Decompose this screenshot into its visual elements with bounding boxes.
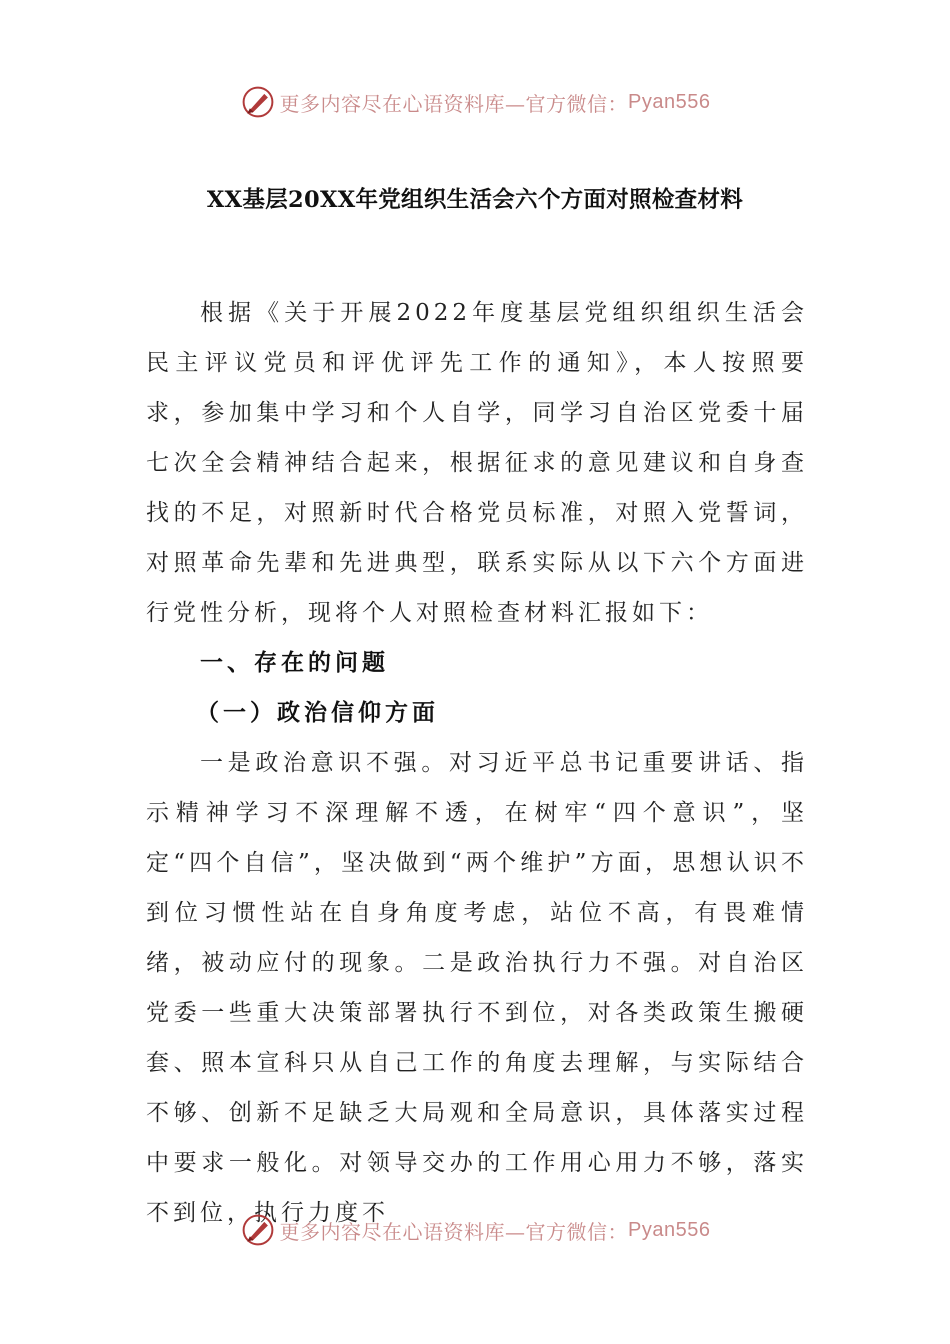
watermark-text: 更多内容尽在心语资料库—官方微信： <box>279 91 629 116</box>
document-body <box>146 288 808 1238</box>
pen-logo-icon <box>240 84 276 120</box>
pen-logo-icon <box>240 1212 276 1248</box>
watermark-wechat-id: Pyan556 <box>628 1218 711 1241</box>
watermark-text: 更多内容尽在心语资料库—官方微信： <box>279 1219 629 1244</box>
intro-paragraph: 根据《关于开展2022年度基层党组织组织生活会民主评议党员和评优评先工作的通知》，本人按照要求，参加集中学习和个人自学，同学习自治区党委十届七次全会精神结合起来，根据征求的意见建议和自身查找的不足，对照新时代合格党员标准，对照入党誓词，对照革命先辈和先进典型，联系实际从以下六个方面进行党性分析，现将个人对照检查材料汇报如下： <box>146 300 808 626</box>
watermark-banner-bottom <box>0 1208 950 1252</box>
watermark-wechat-id: Pyan556 <box>628 90 711 113</box>
subsection-paragraph: 一是政治意识不强。对习近平总书记重要讲话、指示精神学习不深理解不透，在树牢“四个意识”，坚定“四个自信”，坚决做到“两个维护”方面，思想认识不到位习惯性站在自身角度考虑，站位不高，有畏难情绪，被动应付的现象。二是政治执行力不强。对自治区党委一些重大决策部署执行不到位，对各类政策生搬硬套、照本宣科只从自己工作的角度去理解，与实际结合不够、创新不足缺乏大局观和全局意识，具体落实过程中要求一般化。对领导交办的工作用心用力不够，落实不到位，执行力度不 <box>146 750 808 1226</box>
subsection-heading: （一）政治信仰方面 <box>196 699 439 726</box>
section-heading: 一、存在的问题 <box>200 649 389 676</box>
document-title: XX基层20XX年党组织生活会六个方面对照检查材料 <box>206 187 744 213</box>
watermark-banner-top <box>0 80 950 124</box>
